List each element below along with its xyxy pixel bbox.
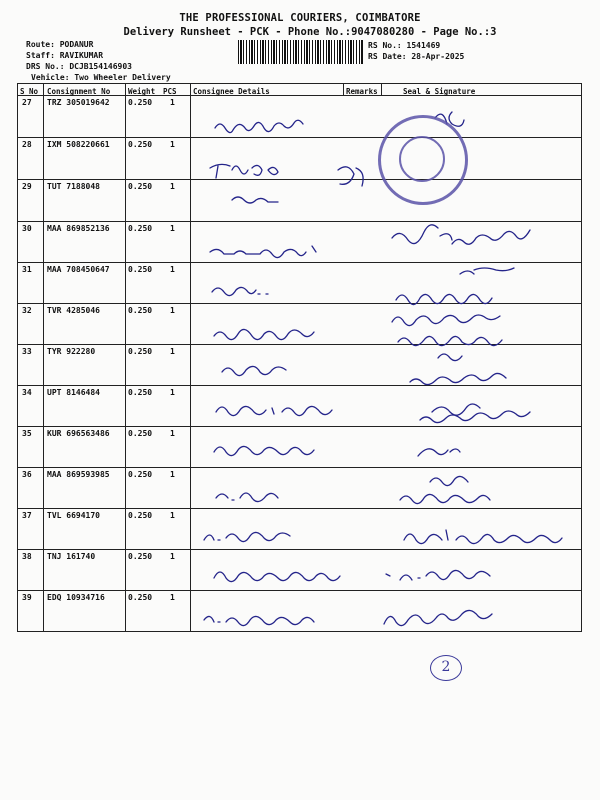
- signature-row-35: [214, 446, 314, 455]
- company-seal-stamp: [378, 115, 468, 205]
- row-consignment: MAA 708450647: [47, 265, 110, 274]
- row-consignment: TVR 4285046: [47, 306, 100, 315]
- row-consignment: MAA 869852136: [47, 224, 110, 233]
- row-sno: 37: [22, 511, 32, 520]
- row-pcs: 1: [170, 182, 175, 191]
- signature-row-39: [204, 616, 314, 625]
- row-pcs: 1: [170, 224, 175, 233]
- signature-row-30: [210, 246, 316, 258]
- row-pcs: 1: [170, 388, 175, 397]
- signature-row-37: [204, 532, 290, 541]
- row-sno: 35: [22, 429, 32, 438]
- row-pcs: 1: [170, 140, 175, 149]
- row-weight: 0.250: [128, 347, 153, 356]
- row-consignment: KUR 696563486: [47, 429, 110, 438]
- row-pcs: 1: [170, 265, 175, 274]
- runsheet-subtitle: Delivery Runsheet - PCK - Phone No.:9047080280 - Page No.:3: [123, 26, 497, 38]
- row-pcs: 1: [170, 429, 175, 438]
- col-header-weight: Weight: [128, 87, 156, 96]
- signature-row-32: [214, 329, 314, 339]
- col-header-consignment: Consignment No: [47, 87, 111, 96]
- signature-seal-35: [418, 449, 460, 456]
- page-title: THE PROFESSIONAL COURIERS, COIMBATORE: [179, 12, 421, 24]
- staff-label: Staff: RAVIKUMAR: [26, 51, 104, 60]
- row-consignment: TNJ 161740: [47, 552, 96, 561]
- row-sno: 39: [22, 593, 32, 602]
- row-sno: 38: [22, 552, 32, 561]
- row-pcs: 1: [170, 511, 175, 520]
- row-weight: 0.250: [128, 429, 153, 438]
- signature-seal-31: [396, 268, 514, 305]
- row-consignment: EDQ 10934716: [47, 593, 105, 602]
- signature-seal-38: [386, 570, 490, 580]
- row-sno: 30: [22, 224, 32, 233]
- row-weight: 0.250: [128, 182, 153, 191]
- row-consignment: TUT 7188048: [47, 182, 100, 191]
- signature-seal-36: [400, 476, 490, 503]
- signature-row-28: [210, 164, 278, 178]
- row-pcs: 1: [170, 552, 175, 561]
- row-sno: 33: [22, 347, 32, 356]
- signature-seal-37: [404, 530, 562, 544]
- signature-seal-34: [420, 404, 530, 423]
- signature-seal-39: [384, 610, 492, 625]
- col-header-seal-signature: Seal & Signature: [403, 87, 476, 96]
- rs-date: RS Date: 28-Apr-2025: [368, 52, 465, 61]
- signature-row-27: [215, 120, 303, 132]
- row-weight: 0.250: [128, 265, 153, 274]
- row-weight: 0.250: [128, 593, 153, 602]
- signature-row-38: [214, 572, 340, 582]
- row-sno: 32: [22, 306, 32, 315]
- row-weight: 0.250: [128, 98, 153, 107]
- page-mark: 2: [430, 655, 462, 681]
- row-weight: 0.250: [128, 552, 153, 561]
- row-pcs: 1: [170, 347, 175, 356]
- col-header-sno: S No: [20, 87, 39, 96]
- row-weight: 0.250: [128, 306, 153, 315]
- signature-row-29: [232, 197, 278, 203]
- rs-number: RS No.: 1541469: [368, 41, 441, 50]
- row-pcs: 1: [170, 306, 175, 315]
- route-label: Route: PODANUR: [26, 40, 94, 49]
- signature-seal-30: [392, 225, 530, 244]
- row-weight: 0.250: [128, 140, 153, 149]
- row-weight: 0.250: [128, 511, 153, 520]
- signature-seal-28: [338, 167, 363, 186]
- row-pcs: 1: [170, 593, 175, 602]
- row-weight: 0.250: [128, 388, 153, 397]
- vehicle-label: Vehicle: Two Wheeler Delivery: [31, 73, 171, 82]
- signature-row-34: [216, 406, 332, 415]
- row-consignment: TRZ 305019642: [47, 98, 110, 107]
- drs-label: DRS No.: DCJB154146903: [26, 62, 132, 71]
- col-header-pcs: PCS: [163, 87, 177, 96]
- row-sno: 36: [22, 470, 32, 479]
- row-sno: 29: [22, 182, 32, 191]
- row-consignment: TYR 922280: [47, 347, 96, 356]
- row-sno: 27: [22, 98, 32, 107]
- row-consignment: TVL 6694170: [47, 511, 100, 520]
- col-header-remarks: Remarks: [346, 87, 378, 96]
- row-sno: 34: [22, 388, 32, 397]
- row-consignment: IXM 508220661: [47, 140, 110, 149]
- row-pcs: 1: [170, 470, 175, 479]
- signature-row-31: [212, 287, 268, 295]
- row-pcs: 1: [170, 98, 175, 107]
- signature-seal-32: [392, 315, 502, 346]
- signature-seal-33: [410, 354, 506, 385]
- row-sno: 31: [22, 265, 32, 274]
- row-consignment: UPT 8146484: [47, 388, 100, 397]
- col-header-consignee: Consignee Details: [193, 87, 270, 96]
- row-sno: 28: [22, 140, 32, 149]
- signature-row-36: [216, 493, 278, 502]
- row-consignment: MAA 869593985: [47, 470, 110, 479]
- row-weight: 0.250: [128, 470, 153, 479]
- row-weight: 0.250: [128, 224, 153, 233]
- signature-row-33: [222, 366, 286, 375]
